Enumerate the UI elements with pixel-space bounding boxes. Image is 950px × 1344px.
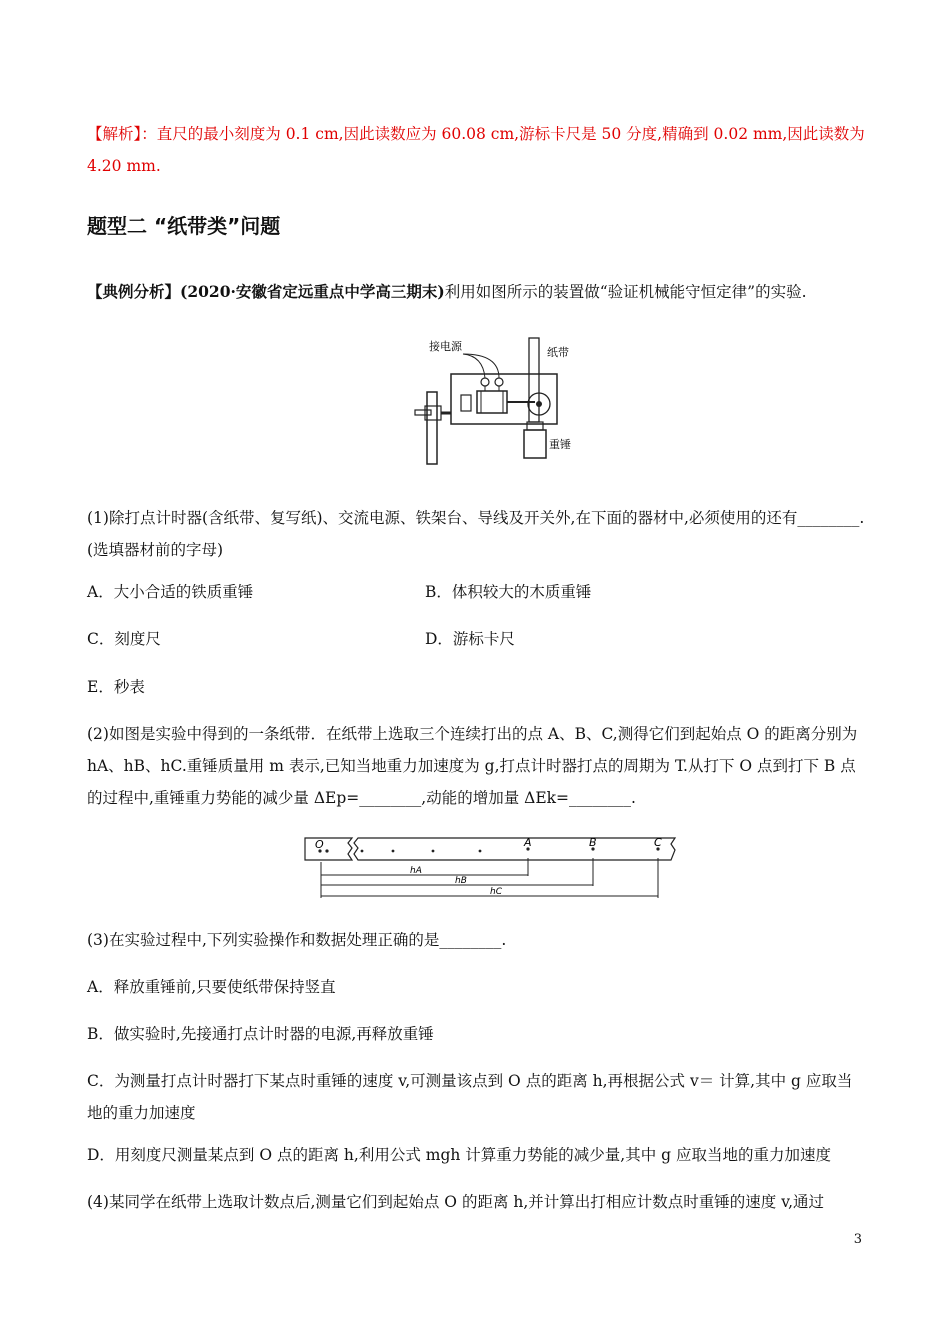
analysis-tag: 【解析】 (87, 125, 142, 143)
q1-option-e: E．秒表 (87, 678, 145, 696)
example-text: 利用如图所示的装置做“验证机械能守恒定律”的实验. (444, 283, 807, 301)
point-o: O (315, 838, 324, 851)
weight (524, 430, 546, 458)
stand-rod (427, 392, 437, 464)
q1-option-d: D．游标卡尺 (425, 630, 515, 648)
label-tape: 纸带 (547, 346, 569, 359)
dim-hb: hB (455, 876, 467, 886)
point-a: A (524, 836, 532, 849)
q3-stem: (3)在实验过程中,下列实验操作和数据处理正确的是________. (87, 931, 507, 949)
page-number: 3 (853, 1232, 862, 1247)
analysis-paragraph (87, 118, 865, 182)
label-weight: 重锤 (549, 438, 571, 451)
q1-stem: (1)除打点计时器(含纸带、复写纸)、交流电源、铁架台、导线及开关外,在下面的器材中,必须使用的还有________.(选填器材前的字母) (87, 509, 865, 559)
q1-option-b: B．体积较大的木质重锤 (425, 583, 592, 601)
tape-figure (300, 828, 685, 904)
paper-tape (529, 338, 539, 422)
example-paragraph (87, 276, 865, 308)
point-c: C (654, 836, 662, 849)
q3-option-c: C．为测量打点计时器打下某点时重锤的速度 v,可测量该点到 O 点的距离 h,再根据公式 v＝ 计算,其中 g 应取当地的重力加速度 (87, 1072, 853, 1122)
q3-option-a: A．释放重锤前,只要使纸带保持竖直 (87, 978, 336, 996)
q1-option-c: C．刻度尺 (87, 630, 161, 648)
q3-option-d: D．用刻度尺测量某点到 O 点的距离 h,利用公式 mgh 计算重力势能的减少量,其中 g 应取当地的重力加速度 (87, 1146, 831, 1164)
apparatus-figure (405, 330, 585, 470)
section-title: 题型二 “纸带类”问题 (87, 214, 281, 238)
analysis-text: ：直尺的最小刻度为 0.1 cm,因此读数应为 60.08 cm,游标卡尺是 50 分度,精确到 0.02 mm,因此读数为 4.20 mm. (87, 125, 865, 175)
q3-option-b: B．做实验时,先接通打点计时器的电源,再释放重锤 (87, 1025, 434, 1043)
dim-hc: hC (490, 887, 502, 897)
q1-option-a: A．大小合适的铁质重锤 (87, 583, 254, 601)
timer-board (451, 374, 557, 424)
q2-stem: (2)如图是实验中得到的一条纸带．在纸带上选取三个连续打出的点 A、B、C,测得它们到起始点 O 的距离分别为 hA、hB、hC.重锤质量用 m 表示,已知当地重力加速度为 g,打点计时器打点的周期为 T.从打下 O 点到打下 B 点的过程中,重锤重力势能的减少量 ΔEp=________,动能的增加量 ΔEk=________. (87, 725, 858, 807)
example-tag: 【典例分析】(2020·安徽省定远重点中学高三期末) (87, 282, 445, 301)
point-b: B (589, 836, 597, 849)
label-power: 接电源 (429, 340, 462, 353)
dim-ha: hA (410, 866, 422, 876)
q4-stem: (4)某同学在纸带上选取计数点后,测量它们到起始点 O 的距离 h,并计算出打相应计数点时重锤的速度 v,通过 (87, 1193, 825, 1211)
